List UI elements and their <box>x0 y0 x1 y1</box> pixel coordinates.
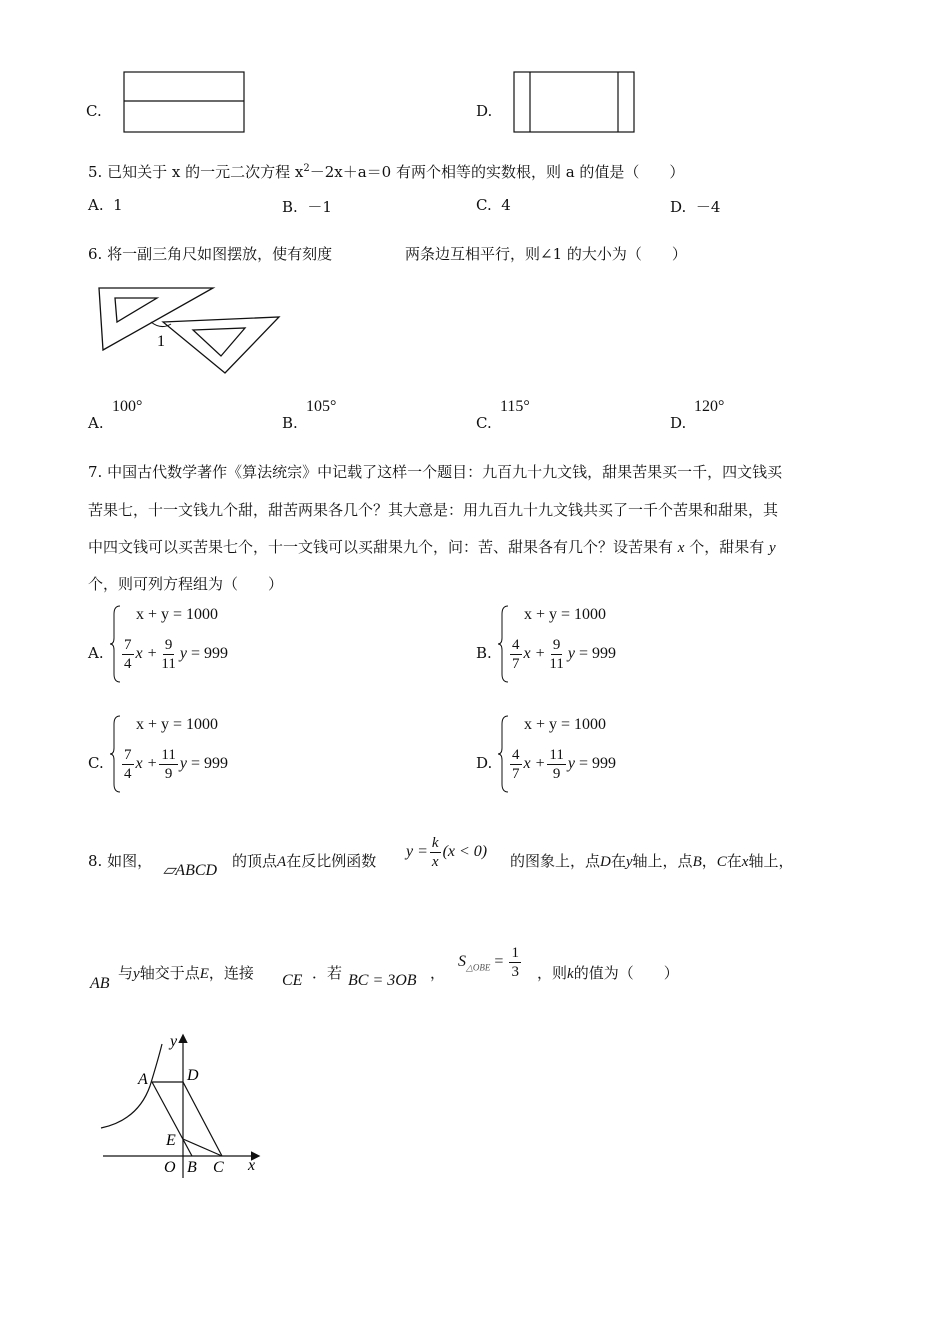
q8-ab: AB <box>90 975 110 992</box>
rhs: = 999 <box>190 755 228 773</box>
text: 在 <box>726 852 742 870</box>
area-subscript: △OBE <box>466 962 491 973</box>
denominator: 4 <box>124 656 132 672</box>
label-d: D <box>187 1067 199 1084</box>
q5-option-a[interactable] <box>88 196 123 214</box>
point-a: A <box>277 854 287 870</box>
q5-stem <box>88 161 684 182</box>
frac1 <box>510 636 522 673</box>
label-a: A <box>138 1071 148 1088</box>
eq1: x + y = 1000 <box>136 716 219 733</box>
q8-stem-rest <box>510 850 793 871</box>
area-s: S <box>458 953 466 971</box>
numerator: 1 <box>511 945 519 961</box>
numerator: 11 <box>549 747 564 763</box>
text: 轴上，点 <box>632 852 693 870</box>
numerator: 7 <box>124 747 132 763</box>
q8-coordinate-figure <box>98 1030 273 1180</box>
q4-option-d-figure <box>513 71 637 134</box>
k-over-x <box>430 834 441 871</box>
numerator: k <box>431 835 439 851</box>
q6-option-a-label[interactable]: A. <box>88 414 104 432</box>
text: 在反比例函数 <box>286 852 377 870</box>
rhs: = 999 <box>578 755 616 773</box>
y-term: y <box>179 755 187 773</box>
q7-line1: 7. 中国古代数学著作《算法统宗》中记载了这样一个题目：九百九十九文钱，甜果苦果买一千，四文钱买 <box>88 463 783 481</box>
x-term: x + <box>135 645 158 663</box>
x-term: x + <box>523 755 546 773</box>
numerator: 9 <box>164 637 173 653</box>
q6-option-b-label[interactable]: B. <box>282 414 298 432</box>
point-b: B <box>692 854 702 870</box>
frac1 <box>122 636 134 673</box>
label-x: x <box>248 1157 256 1174</box>
frac2 <box>159 636 177 673</box>
x-axis-var: x <box>741 854 749 870</box>
q5-stem-pre: 5. 已知关于 x 的一元二次方程 x <box>88 163 304 181</box>
numerator: 4 <box>512 747 520 763</box>
numerator: 4 <box>512 637 520 653</box>
q6-option-c-value: 115° <box>500 398 530 415</box>
text: 在 <box>610 852 626 870</box>
y-term: y <box>567 755 575 773</box>
hyperbola-curve <box>101 1044 162 1128</box>
q7-line2: 苦果七，十一文钱九个甜，甜苦两果各几个？其大意是：用九百九十九文钱共买了一千个苦果和甜果，其 <box>88 501 779 519</box>
q7-option-d-system <box>498 714 698 794</box>
text: 轴上， <box>748 852 794 870</box>
denominator: x <box>431 854 439 870</box>
text: ， <box>701 852 717 870</box>
q4-option-c-label[interactable]: C. <box>86 102 102 120</box>
q7-option-a-system <box>110 604 310 684</box>
point-d: D <box>600 854 611 870</box>
q7-line3-pre: 中四文钱可以买苦果七个，十一文钱可以买甜果九个，问：苦、甜果各有几个？设苦果有 <box>88 538 674 556</box>
q6-option-c-label[interactable]: C. <box>476 414 492 432</box>
eq2 <box>120 636 228 673</box>
function-lhs: y = <box>406 843 428 861</box>
k-var: k <box>567 966 574 982</box>
eq1: x + y = 1000 <box>524 716 607 733</box>
q4-option-d-label[interactable]: D. <box>476 102 493 120</box>
domain-condition: (x < 0) <box>442 843 488 861</box>
text: 的顶点 <box>232 852 278 870</box>
q5-stem-sup: 2 <box>303 163 310 174</box>
text: ，则 <box>537 964 568 982</box>
q6-stem-b: 两条边互相平行，则∠1 的大小为（ ） <box>405 245 687 263</box>
q7-option-c-label[interactable]: C. <box>88 754 104 772</box>
q7-option-b-system <box>498 604 698 684</box>
eq2 <box>508 746 616 783</box>
q7-option-d-label[interactable]: D. <box>476 754 493 772</box>
rhs: = 999 <box>578 645 616 663</box>
q6-stem-a: 6. 将一副三角尺如图摆放，使有刻度 <box>88 245 333 263</box>
text: 轴交于点 <box>139 964 200 982</box>
q6-option-a-value: 100° <box>112 398 143 415</box>
denominator: 4 <box>124 766 132 782</box>
q7-line3 <box>88 536 776 557</box>
y-axis-var: y <box>625 854 633 870</box>
eq2 <box>508 636 616 673</box>
q6-option-d-value: 120° <box>694 398 725 415</box>
denominator: 7 <box>512 656 520 672</box>
option-value: －4 <box>695 198 721 216</box>
q7-option-b-label[interactable]: B. <box>476 644 492 662</box>
denominator: 9 <box>552 766 561 782</box>
rhs: = 999 <box>190 645 228 663</box>
label-e: E <box>166 1132 176 1149</box>
frac2 <box>547 746 565 783</box>
label-y: y <box>170 1033 178 1050</box>
eq2 <box>120 746 228 783</box>
q5-option-b[interactable] <box>282 196 332 217</box>
option-value: 1 <box>113 196 123 214</box>
denominator: 7 <box>512 766 520 782</box>
option-value: 4 <box>501 196 511 214</box>
frac1 <box>510 746 522 783</box>
y-term: y <box>179 645 187 663</box>
q7-line3-mid: 个，甜果有 <box>689 538 765 556</box>
q7-option-c-system <box>110 714 310 794</box>
label-c: C <box>213 1159 224 1176</box>
q8-area-condition <box>458 944 523 981</box>
frac2 <box>547 636 565 673</box>
q6-option-b-value: 105° <box>306 398 337 415</box>
q5-option-d[interactable] <box>670 196 720 217</box>
q6-triangle-rulers-figure <box>95 284 285 379</box>
option-label: D. <box>670 198 687 216</box>
option-value: －1 <box>307 198 332 216</box>
q8-stem-part <box>232 850 376 871</box>
option-label: A. <box>88 196 104 214</box>
q8-comma: ， <box>430 964 446 982</box>
q8-ce: CE <box>282 972 303 989</box>
q7-var-x: x <box>677 540 685 556</box>
numerator: 7 <box>124 637 132 653</box>
text: ，连接 <box>208 964 254 982</box>
q5-stem-post: －2x＋a＝0 有两个相等的实数根，则 a 的值是（ ） <box>309 163 685 181</box>
numerator: 11 <box>161 747 176 763</box>
text: 的值为（ ） <box>573 964 679 982</box>
x-term: x + <box>523 645 546 663</box>
q5-option-c[interactable] <box>476 196 511 214</box>
q8-number: 8. 如图， <box>88 852 153 870</box>
denominator: 11 <box>549 656 564 672</box>
q8-stem-line1 <box>88 850 152 871</box>
label-b: B <box>187 1159 197 1176</box>
one-third <box>509 944 521 981</box>
option-label: B. <box>282 198 298 216</box>
frac1 <box>122 746 134 783</box>
q8-parallelogram: ▱ABCD <box>163 862 218 879</box>
y-term: y <box>567 645 575 663</box>
q8-ratio: BC = 3OB <box>348 972 417 989</box>
point-c: C <box>716 854 727 870</box>
segment-ce <box>183 1139 222 1156</box>
q6-angle-label: 1 <box>157 333 165 350</box>
q7-line4: 个，则可列方程组为（ ） <box>88 575 284 593</box>
q4-option-c-figure <box>123 71 247 134</box>
q7-var-y: y <box>769 540 776 556</box>
q8-line2-a <box>118 962 254 983</box>
q6-option-d-label[interactable]: D. <box>670 414 687 432</box>
text: 与 <box>118 964 134 982</box>
option-label: C. <box>476 196 492 214</box>
segment-adc <box>152 1082 222 1156</box>
q8-ruo: ．若 <box>312 964 343 982</box>
label-o: O <box>164 1159 176 1176</box>
denominator: 3 <box>511 964 519 980</box>
x-term: x + <box>135 755 158 773</box>
denominator: 9 <box>164 766 173 782</box>
q8-function <box>406 834 487 871</box>
numerator: 9 <box>552 637 561 653</box>
frac2 <box>159 746 177 783</box>
eq1: x + y = 1000 <box>524 606 607 623</box>
text: 的图象上，点 <box>510 852 601 870</box>
eq1: x + y = 1000 <box>136 606 219 623</box>
q8-line2-end <box>537 962 679 983</box>
y-axis-var: y <box>133 966 140 982</box>
q7-option-a-label[interactable]: A. <box>88 644 104 662</box>
denominator: 11 <box>161 656 176 672</box>
point-e: E <box>199 966 209 982</box>
equals: = <box>494 953 504 971</box>
